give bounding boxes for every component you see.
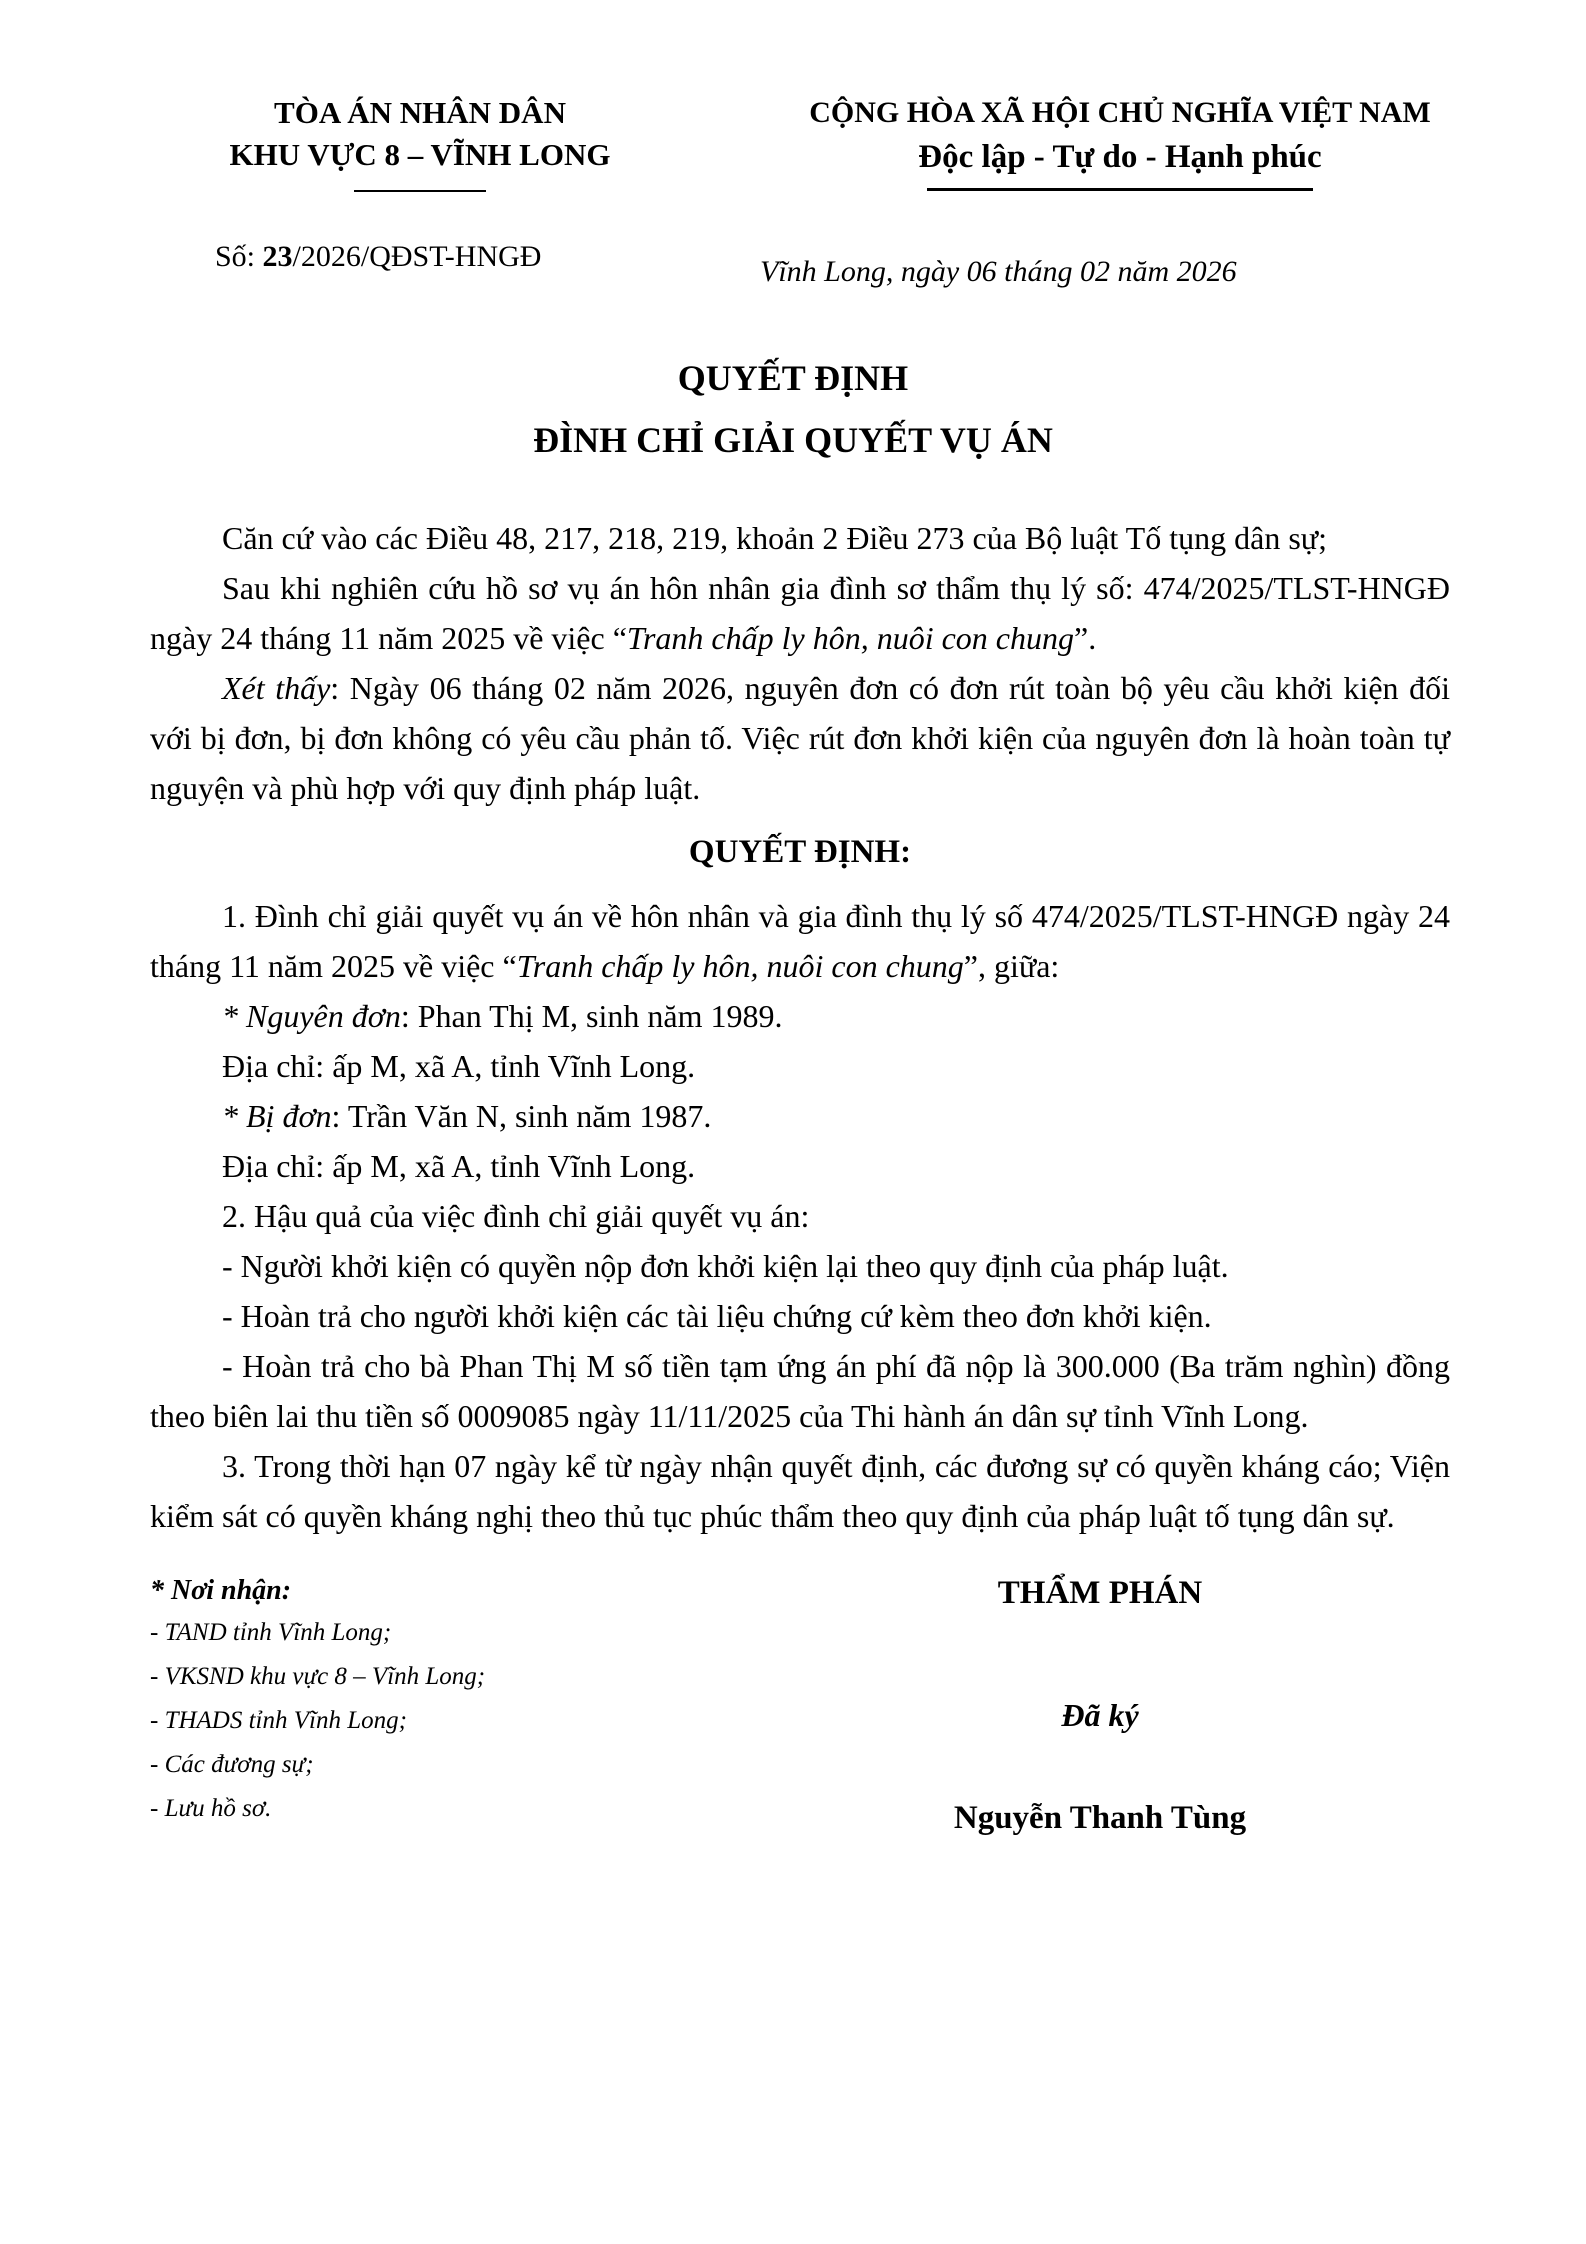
court-name-line2: KHU VỰC 8 – VĨNH LONG — [229, 137, 611, 172]
case-subject-italic: Tranh chấp ly hôn, nuôi con chung — [626, 620, 1074, 656]
national-header-rule — [927, 188, 1313, 191]
decision-item-2-point-1: - Người khởi kiện có quyền nộp đơn khởi kiện lại theo quy định của pháp luật. — [222, 1248, 1229, 1284]
place-date-line: Vĩnh Long, ngày 06 tháng 02 năm 2026 — [760, 255, 1237, 288]
case-number-line — [120, 240, 720, 274]
document-header — [0, 0, 1586, 289]
recipient-item: - THADS tỉnh Vĩnh Long; — [150, 1707, 407, 1734]
decision-item-1 — [150, 891, 1450, 991]
signed-note: Đã ký — [1061, 1697, 1139, 1733]
decision-item-1-subject-italic: Tranh chấp ly hôn, nuôi con chung — [516, 948, 964, 984]
decision-heading: QUYẾT ĐỊNH: — [688, 834, 912, 870]
defendant-line — [150, 1091, 1450, 1141]
preamble-findings — [150, 663, 1450, 813]
case-number-suffix: /2026/QĐST-HNGĐ — [292, 240, 542, 273]
case-number-value: 23 — [262, 240, 293, 273]
recipient-item: - Lưu hồ sơ. — [150, 1795, 272, 1822]
document-body — [150, 513, 1450, 1541]
national-header-block — [730, 92, 1510, 289]
decision-item-2-point-2: - Hoàn trả cho người khởi kiện các tài liệu chứng cứ kèm theo đơn khởi kiện. — [222, 1298, 1212, 1334]
plaintiff-address-line: Địa chỉ: ấp M, xã A, tỉnh Vĩnh Long. — [222, 1048, 696, 1084]
document-title-line1: QUYẾT ĐỊNH — [677, 358, 909, 398]
signature-block — [820, 1571, 1380, 1837]
preamble-case-review — [150, 563, 1450, 663]
decision-item-3: 3. Trong thời hạn 07 ngày kể từ ngày nhận quyết định, các đương sự có quyền kháng cáo; Viện kiểm sát có quyền kháng nghị theo thủ tục phúc thẩm theo quy định của pháp luật tố tụng dân sự. — [150, 1448, 1450, 1534]
judge-title: THẨM PHÁN — [997, 1575, 1203, 1611]
preamble-legal-basis: Căn cứ vào các Điều 48, 217, 218, 219, khoản 2 Điều 273 của Bộ luật Tố tụng dân sự; — [222, 520, 1327, 556]
recipient-item: - TAND tỉnh Vĩnh Long; — [150, 1619, 392, 1646]
plaintiff-line — [150, 991, 1450, 1041]
recipient-item: - VKSND khu vực 8 – Vĩnh Long; — [150, 1663, 486, 1690]
court-name-line1: TÒA ÁN NHÂN DÂN — [274, 95, 566, 130]
document-footer — [0, 1571, 1586, 1837]
national-motto-line2: Độc lập - Tự do - Hạnh phúc — [918, 139, 1322, 175]
defendant-value: : Trần Văn N, sinh năm 1987. — [331, 1098, 712, 1134]
plaintiff-value: : Phan Thị M, sinh năm 1989. — [400, 998, 783, 1034]
judge-name: Nguyễn Thanh Tùng — [953, 1800, 1247, 1836]
plaintiff-label-italic: * Nguyên đơn — [222, 998, 401, 1034]
findings-label-italic: Xét thấy — [222, 670, 331, 706]
national-motto-line1: CỘNG HÒA XÃ HỘI CHỦ NGHĨA VIỆT NAM — [809, 96, 1431, 129]
recipients-block — [150, 1571, 670, 1837]
preamble-case-review-text: Sau khi nghiên cứu hồ sơ vụ án hôn nhân gia đình sơ thẩm thụ lý số: 474/2025/TLST-HNGĐ ngày 24 tháng 11 năm 2025 về việc “ — [150, 570, 1450, 656]
decision-item-2: 2. Hậu quả của việc đình chỉ giải quyết vụ án: — [222, 1198, 810, 1234]
document-title-line2: ĐÌNH CHỈ GIẢI QUYẾT VỤ ÁN — [533, 420, 1053, 460]
decision-item-1-text: 1. Đình chỉ giải quyết vụ án về hôn nhân và gia đình thụ lý số 474/2025/TLST-HNGĐ ngày 24 tháng 11 năm 2025 về việc “ — [150, 898, 1450, 984]
findings-text: : Ngày 06 tháng 02 năm 2026, nguyên đơn có đơn rút toàn bộ yêu cầu khởi kiện đối với bị đơn, bị đơn không có yêu cầu phản tố. Việc rút đơn khởi kiện của nguyên đơn là hoàn toàn tự nguyện và phù hợp với quy định pháp luật. — [150, 670, 1451, 806]
decision-item-2-point-3: - Hoàn trả cho bà Phan Thị M số tiền tạm ứng án phí đã nộp là 300.000 (Ba trăm nghìn) đồng theo biên lai thu tiền số 0009085 ngày 11/11/2025 của Thi hành án dân sự tỉnh Vĩnh Long. — [150, 1348, 1450, 1434]
recipients-label: * Nơi nhận: — [150, 1575, 292, 1606]
defendant-label-italic: * Bị đơn — [222, 1098, 332, 1134]
court-header-block — [120, 92, 720, 289]
decision-item-1-end: ”, giữa: — [963, 948, 1060, 984]
document-title — [0, 347, 1586, 471]
case-number-label: Số: — [215, 240, 263, 273]
defendant-address-line: Địa chỉ: ấp M, xã A, tỉnh Vĩnh Long. — [222, 1148, 696, 1184]
preamble-case-review-end: ”. — [1073, 620, 1097, 656]
court-header-rule — [354, 190, 486, 192]
recipient-item: - Các đương sự; — [150, 1751, 314, 1778]
